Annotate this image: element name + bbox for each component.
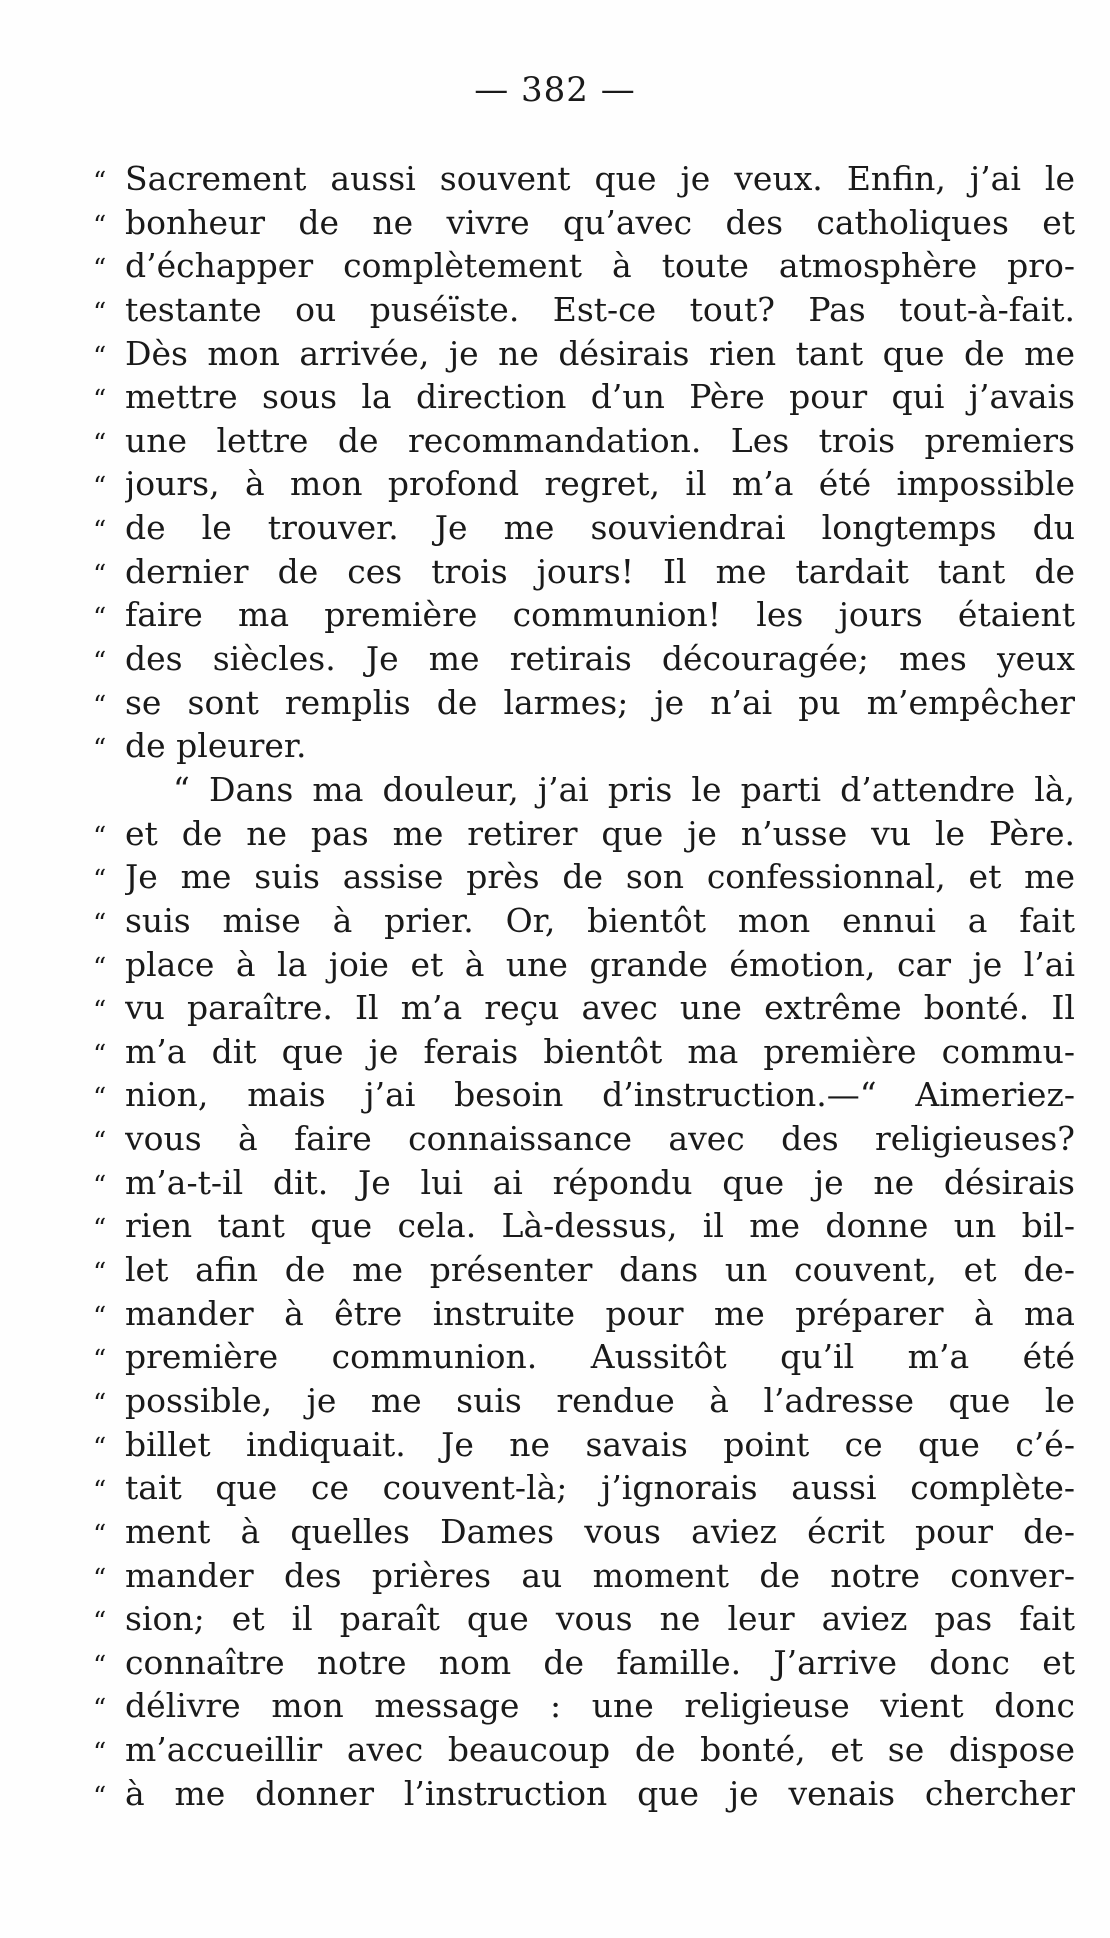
- line-text: à me donner l’instruction que je venais chercher: [125, 1773, 1075, 1813]
- text-line: [93, 1292, 1075, 1336]
- text-line: [93, 724, 1075, 768]
- text-line: [93, 1117, 1075, 1161]
- quote-mark: “: [93, 1127, 107, 1158]
- line-text: dernier de ces trois jours! Il me tardait tant de: [125, 551, 1075, 591]
- line-text: tait que ce couvent-là; j’ignorais aussi complète-: [125, 1468, 1075, 1508]
- line-text: rien tant que cela. Là-dessus, il me donne un bil-: [125, 1206, 1075, 1246]
- text-line: [93, 201, 1075, 245]
- text-line: [93, 288, 1075, 332]
- line-text: “ Dans ma douleur, j’ai pris le parti d’attendre là,: [173, 769, 1075, 809]
- quote-mark: “: [93, 167, 107, 197]
- quote-mark: “: [93, 690, 107, 721]
- text-line: [93, 1772, 1075, 1816]
- line-text: m’a-t-il dit. Je lui ai répondu que je ne désirais: [125, 1162, 1075, 1202]
- line-text: et de ne pas me retirer que je n’usse vu le Père.: [125, 813, 1075, 853]
- quote-mark: “: [93, 1039, 107, 1070]
- quote-mark: “: [93, 1519, 107, 1550]
- body-text: [93, 157, 1075, 1815]
- quote-mark: “: [93, 647, 107, 678]
- quote-mark: “: [93, 865, 107, 896]
- page-number: — 382 —: [474, 70, 636, 110]
- text-line: [93, 1684, 1075, 1728]
- text-line: [93, 899, 1075, 943]
- line-text: m’accueillir avec beaucoup de bonté, et se dispose: [125, 1730, 1075, 1770]
- line-text: ment à quelles Dames vous aviez écrit pour de-: [125, 1511, 1075, 1551]
- quote-mark: “: [93, 734, 107, 765]
- quote-mark: “: [93, 952, 107, 983]
- text-line: [93, 1728, 1075, 1772]
- quote-mark: “: [93, 1258, 107, 1289]
- text-line: [93, 419, 1075, 463]
- quote-mark: “: [93, 1170, 107, 1201]
- line-text: des siècles. Je me retirais découragée; mes yeux: [125, 639, 1075, 679]
- text-line: [93, 1248, 1075, 1292]
- text-line: [93, 1161, 1075, 1205]
- text-line: [93, 1204, 1075, 1248]
- text-line: [93, 986, 1075, 1030]
- line-text: nion, mais j’ai besoin d’instruction.—“ Aimeriez-: [125, 1075, 1075, 1115]
- text-line: [93, 157, 1075, 201]
- text-line: [93, 244, 1075, 288]
- line-text: d’échapper complètement à toute atmosphère pro-: [125, 246, 1075, 286]
- quote-mark: “: [93, 1781, 107, 1812]
- quote-mark: “: [93, 297, 107, 328]
- line-text: suis mise à prier. Or, bientôt mon ennui a fait: [125, 900, 1075, 940]
- line-text: Dès mon arrivée, je ne désirais rien tant que de me: [125, 333, 1075, 373]
- text-line: [93, 637, 1075, 681]
- text-line: [93, 855, 1075, 899]
- quote-mark: “: [93, 1650, 107, 1681]
- line-text: testante ou puséïste. Est-ce tout? Pas tout-à-fait.: [125, 289, 1075, 329]
- quote-mark: “: [93, 1607, 107, 1638]
- line-text: m’a dit que je ferais bientôt ma première commu-: [125, 1031, 1075, 1071]
- line-text: Sacrement aussi souvent que je veux. Enfin, j’ai le: [125, 159, 1075, 198]
- text-line: [93, 593, 1075, 637]
- line-text: mettre sous la direction d’un Père pour qui j’avais: [125, 377, 1075, 417]
- line-text: mander à être instruite pour me préparer à ma: [125, 1293, 1075, 1333]
- quote-mark: “: [93, 908, 107, 939]
- text-line: [93, 1423, 1075, 1467]
- quote-mark: “: [93, 559, 107, 590]
- text-line: [93, 1510, 1075, 1554]
- line-text: faire ma première communion! les jours étaient: [125, 595, 1075, 635]
- quote-mark: “: [93, 385, 107, 416]
- text-line: [93, 550, 1075, 594]
- text-line: [93, 1466, 1075, 1510]
- text-line: [93, 812, 1075, 856]
- quote-mark: “: [93, 1563, 107, 1594]
- quote-mark: “: [93, 1301, 107, 1332]
- line-text: billet indiquait. Je ne savais point ce que c’é-: [125, 1424, 1075, 1464]
- text-line: [93, 375, 1075, 419]
- line-text: de le trouver. Je me souviendrai longtemps du: [125, 508, 1075, 548]
- quote-mark: “: [93, 1388, 107, 1419]
- text-line: [93, 1335, 1075, 1379]
- text-line: [93, 506, 1075, 550]
- line-text: vu paraître. Il m’a reçu avec une extrême bonté. Il: [125, 988, 1075, 1028]
- text-line: [93, 1073, 1075, 1117]
- line-text: jours, à mon profond regret, il m’a été impossible: [125, 464, 1075, 504]
- text-line: [93, 1641, 1075, 1685]
- quote-mark: “: [93, 1476, 107, 1507]
- quote-mark: “: [93, 1083, 107, 1114]
- quote-mark: “: [93, 1432, 107, 1463]
- line-text: place à la joie et à une grande émotion, car je l’ai: [125, 944, 1075, 984]
- line-text: possible, je me suis rendue à l’adresse que le: [125, 1380, 1075, 1420]
- quote-mark: “: [93, 210, 107, 241]
- line-text: première communion. Aussitôt qu’il m’a été: [125, 1337, 1075, 1377]
- quote-mark: “: [93, 996, 107, 1027]
- text-line: [93, 1030, 1075, 1074]
- text-line: [93, 462, 1075, 506]
- line-text: vous à faire connaissance avec des religieuses?: [125, 1119, 1075, 1159]
- line-text: une lettre de recommandation. Les trois premiers: [125, 420, 1075, 460]
- quote-mark: “: [93, 516, 107, 547]
- line-text: connaître notre nom de famille. J’arrive donc et: [125, 1642, 1075, 1682]
- quote-mark: “: [93, 821, 107, 852]
- quote-mark: “: [93, 254, 107, 285]
- text-line: [93, 943, 1075, 987]
- text-line: [93, 332, 1075, 376]
- quote-mark: “: [93, 1738, 107, 1769]
- line-text: de pleurer.: [125, 726, 307, 766]
- line-text: délivre mon message : une religieuse vient donc: [125, 1686, 1075, 1726]
- line-text: mander des prières au moment de notre conver-: [125, 1555, 1075, 1595]
- quote-mark: “: [93, 603, 107, 634]
- text-line: [93, 1554, 1075, 1598]
- quote-mark: “: [93, 341, 107, 372]
- line-text: se sont remplis de larmes; je n’ai pu m’empêcher: [125, 682, 1075, 722]
- quote-mark: “: [93, 1345, 107, 1376]
- quote-mark: “: [93, 1214, 107, 1245]
- line-text: let afin de me présenter dans un couvent, et de-: [125, 1250, 1075, 1290]
- quote-mark: “: [93, 1694, 107, 1725]
- quote-mark: “: [93, 428, 107, 459]
- line-text: bonheur de ne vivre qu’avec des catholiques et: [125, 202, 1075, 242]
- text-line: [93, 1379, 1075, 1423]
- line-text: sion; et il paraît que vous ne leur aviez pas fait: [125, 1599, 1075, 1639]
- text-line: [93, 1597, 1075, 1641]
- text-line: [93, 681, 1075, 725]
- quote-mark: “: [93, 472, 107, 503]
- text-line: [93, 768, 1075, 812]
- line-text: Je me suis assise près de son confessionnal, et me: [125, 857, 1075, 897]
